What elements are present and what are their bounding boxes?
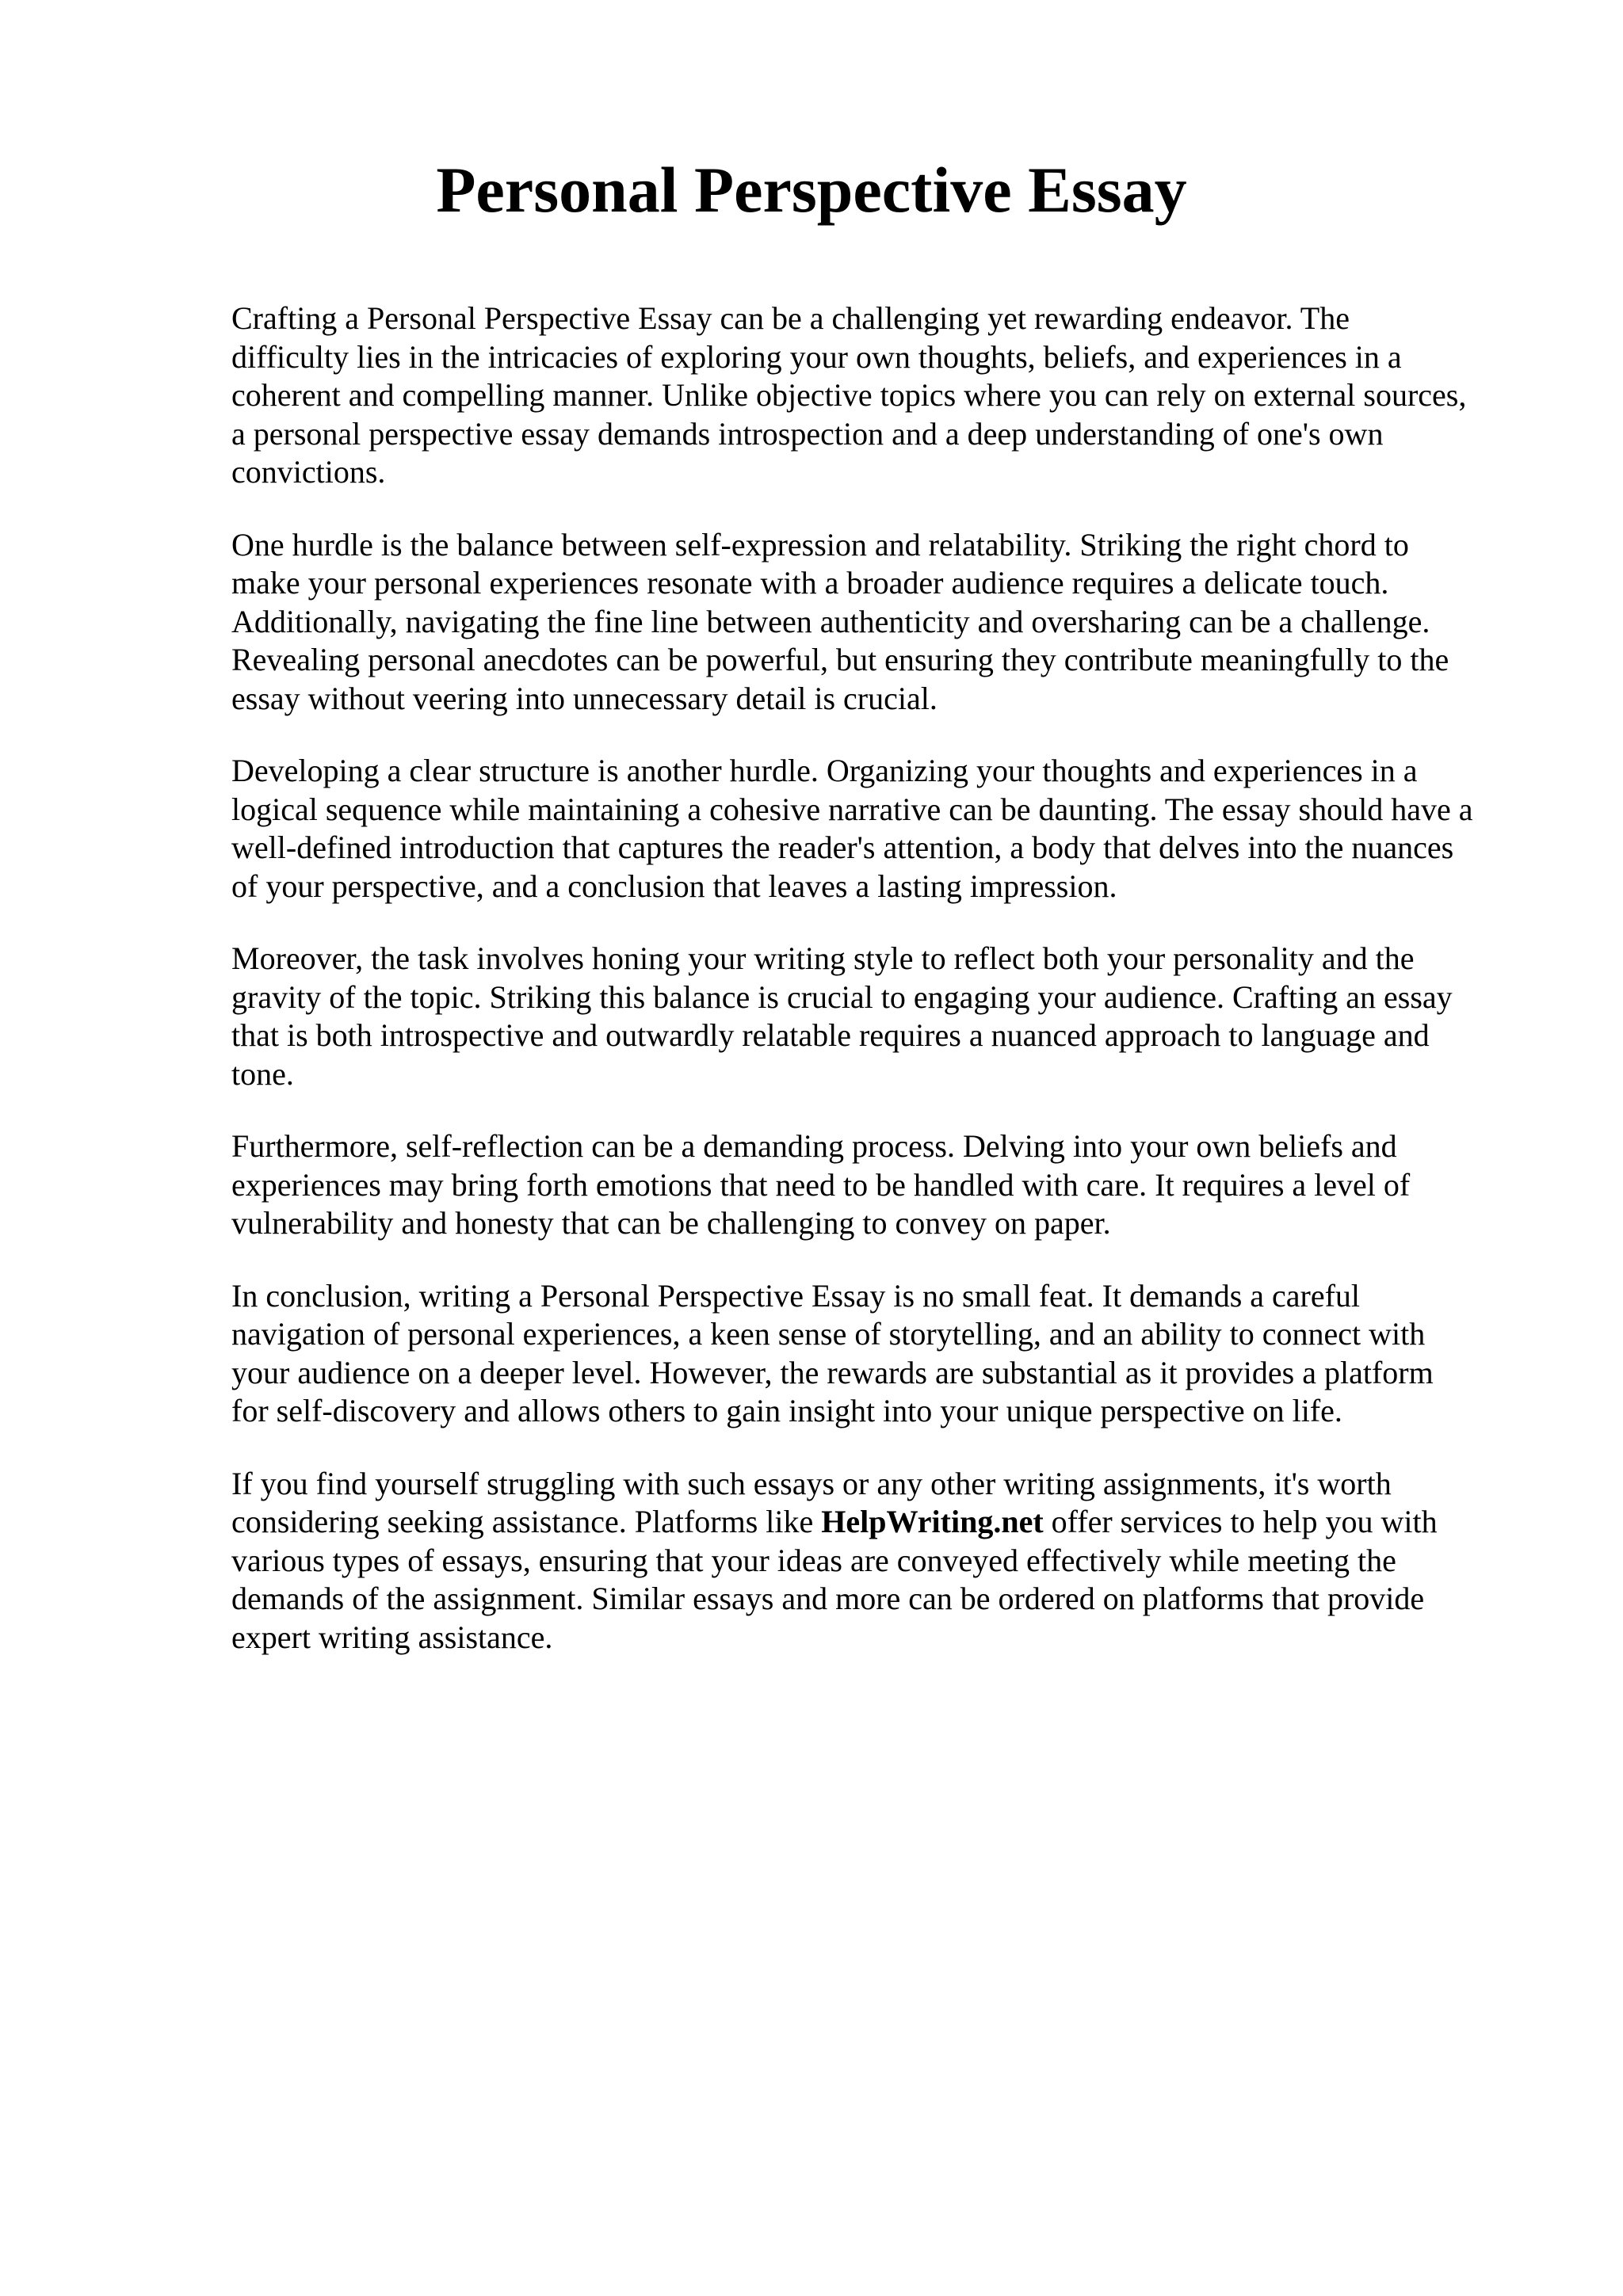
- paragraph-1: [231, 299, 1531, 492]
- helpwriting-link[interactable]: HelpWriting.net: [821, 1504, 1044, 1539]
- paragraph-line: various types of essays, ensuring that your ideas are conveyed effectively while meeting the: [231, 1542, 1396, 1578]
- essay-body: [231, 299, 1531, 1691]
- paragraph-line: for self-discovery and allows others to gain insight into your unique perspective on life.: [231, 1393, 1342, 1428]
- paragraph-line: gravity of the topic. Striking this balance is crucial to engaging your audience. Crafting an essay: [231, 978, 1453, 1015]
- paragraph-line: Developing a clear structure is another hurdle. Organizing your thoughts and experiences in a: [231, 753, 1418, 788]
- paragraph-line: [231, 1503, 1531, 1542]
- paragraph-2: [231, 526, 1531, 719]
- paragraph-line: If you find yourself struggling with such essays or any other writing assignments, it's worth: [231, 1465, 1392, 1501]
- page-title: Personal Perspective Essay: [436, 154, 1187, 226]
- paragraph-line: make your personal experiences resonate with a broader audience requires a delicate touch.: [231, 565, 1389, 601]
- paragraph-line: Furthermore, self-reflection can be a demanding process. Delving into your own beliefs and: [231, 1128, 1397, 1164]
- paragraph-6: [231, 1277, 1531, 1431]
- paragraph-line: Crafting a Personal Perspective Essay can be a challenging yet rewarding endeavor. The: [231, 300, 1350, 336]
- paragraph-4: [231, 940, 1531, 1093]
- paragraph-line: coherent and compelling manner. Unlike objective topics where you can rely on external sources,: [231, 377, 1467, 413]
- paragraph-line: In conclusion, writing a Personal Perspective Essay is no small feat. It demands a careful: [231, 1277, 1361, 1314]
- paragraph-line: essay without veering into unnecessary detail is crucial.: [231, 680, 938, 716]
- paragraph-line: One hurdle is the balance between self-expression and relatability. Striking the right chord to: [231, 526, 1409, 563]
- paragraph-3: [231, 752, 1531, 906]
- paragraph-line: Additionally, navigating the fine line between authenticity and oversharing can be a challenge.: [231, 603, 1430, 639]
- paragraph-line: Revealing personal anecdotes can be powerful, but ensuring they contribute meaningfully to the: [231, 642, 1449, 677]
- paragraph-line: difficulty lies in the intricacies of exploring your own thoughts, beliefs, and experiences in a: [231, 338, 1402, 375]
- paragraph-line: experiences may bring forth emotions that need to be handled with care. It requires a level of: [231, 1166, 1411, 1203]
- paragraph-line: expert writing assistance.: [231, 1619, 553, 1655]
- paragraph-line: your audience on a deeper level. However, the rewards are substantial as it provides a platform: [231, 1354, 1434, 1390]
- paragraph-line: Moreover, the task involves honing your writing style to reflect both your personality and the: [231, 940, 1415, 976]
- paragraph-line: logical sequence while maintaining a cohesive narrative can be daunting. The essay should have a: [231, 791, 1473, 827]
- paragraph-text: considering seeking assistance. Platforms like: [231, 1504, 822, 1539]
- paragraph-7: [231, 1465, 1531, 1657]
- paragraph-line: of your perspective, and a conclusion that leaves a lasting impression.: [231, 868, 1117, 904]
- paragraph-list: [231, 299, 1531, 1431]
- paragraph-line: tone.: [231, 1055, 294, 1092]
- paragraph-5: [231, 1127, 1531, 1243]
- paragraph-line: navigation of personal experiences, a keen sense of storytelling, and an ability to connect with: [231, 1316, 1426, 1352]
- paragraph-line: demands of the assignment. Similar essays and more can be ordered on platforms that provide: [231, 1581, 1425, 1616]
- paragraph-line: vulnerability and honesty that can be challenging to convey on paper.: [231, 1205, 1111, 1241]
- paragraph-text: offer services to help you with: [1043, 1504, 1438, 1539]
- paragraph-line: that is both introspective and outwardly relatable requires a nuanced approach to language and: [231, 1017, 1430, 1053]
- paragraph-line: a personal perspective essay demands introspection and a deep understanding of one's own: [231, 415, 1384, 452]
- paragraph-line: well-defined introduction that captures the reader's attention, a body that delves into the nuances: [231, 830, 1454, 865]
- paragraph-line: convictions.: [231, 454, 386, 490]
